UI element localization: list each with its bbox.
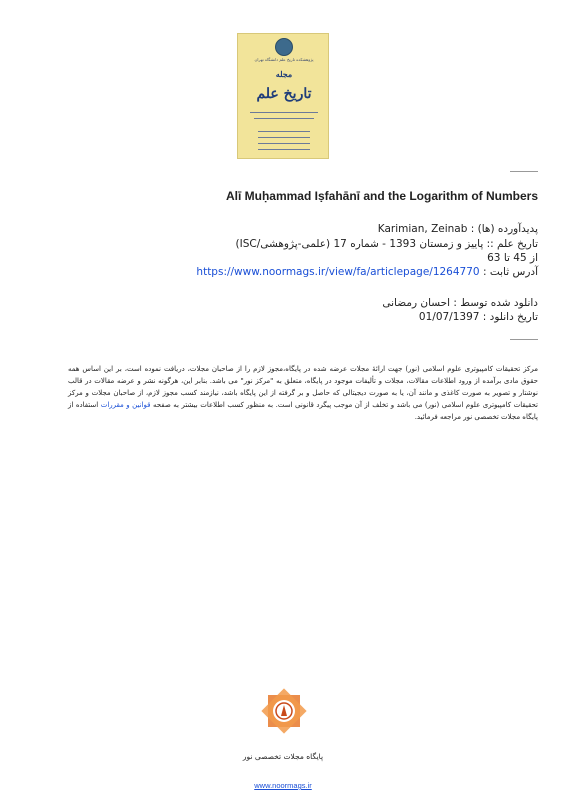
- site-name: پایگاه مجلات تخصصی نور: [242, 752, 324, 761]
- university-seal-icon: [275, 38, 293, 56]
- cover-publisher: پژوهشکده تاریخ علم دانشگاه تهران: [254, 57, 314, 62]
- downloaded-by-line: [382, 297, 538, 309]
- cover-divider: [258, 149, 310, 150]
- cover-divider: [258, 131, 310, 132]
- copyright-notice: [68, 363, 538, 423]
- notice-text-end: استفاده از پایگاه مجلات تخصصی نور مراجعه فرمائید.: [68, 401, 538, 421]
- notice-text: مرکز تحقیقات کامپیوتری علوم اسلامی (نور) جهت ارائهٔ مجلات عرضه شده در پایگاه،مجوز لازم را از صاحبان مجلات، دریافت نموده است، بر این اساس همه حقوق مادی برآمده از ورود اطلاعات مقالات، مجلات و تألیفات موجود در پایگاه، متعلق به "مرکز نور" می باشد. بنابر این، هرگونه نشر و عرضه مقالات در قالب نوشتار و تصویر به صورت کاغذی و مانند آن، یا به صورت دیجیتالی که حاصل و بر گرفته از این پایگاه باشد، نیازمند کسب مجوز لازم، از صاحبان مجلات و مرکز تحقیقات کامپیوتری علوم اسلامی (نور) می باشد و تخلف از آن موجب پیگرد قانونی است. به منظور کسب اطلاعات بیشتر به صفحه: [68, 365, 538, 409]
- source-value: تاریخ علم :: پاییز و زمستان 1393 - شماره 17 (علمی-پژوهشی/ISC): [235, 238, 538, 250]
- cover-magazine-prefix: مجله: [275, 69, 293, 79]
- authors-value: Karimian, Zeinab: [377, 223, 468, 235]
- divider: [510, 171, 538, 172]
- authors-line: [378, 223, 538, 235]
- article-title: Alī Muḥammad Iṣfahānī and the Logarithm of Numbers: [225, 189, 538, 203]
- address-line: [196, 266, 538, 278]
- address-label: آدرس ثابت :: [482, 266, 538, 278]
- cover-divider: [250, 112, 318, 113]
- download-date-line: [419, 311, 538, 323]
- download-date-label: تاریخ دانلود :: [482, 311, 538, 323]
- cover-divider: [258, 143, 310, 144]
- pages-line: از 45 تا 63: [487, 252, 538, 264]
- site-url-link[interactable]: www.noormags.ir: [254, 781, 312, 790]
- article-permalink[interactable]: https://www.noormags.ir/view/fa/articlepage/1264770: [196, 266, 480, 278]
- cover-magazine-title: تاریخ علم: [256, 86, 312, 102]
- downloaded-by-value: احسان رمضانی: [382, 297, 451, 309]
- cover-divider: [254, 118, 314, 119]
- rules-link[interactable]: قوانین و مقررات: [100, 401, 151, 409]
- download-date-value: 01/07/1397: [418, 311, 480, 323]
- downloaded-by-label: دانلود شده توسط :: [453, 297, 538, 309]
- cover-divider: [258, 137, 310, 138]
- noormags-logo-icon: [256, 683, 312, 739]
- authors-label: پدیدآورده (ها) :: [470, 223, 538, 235]
- journal-cover-image: [237, 33, 329, 159]
- divider: [510, 339, 538, 340]
- source-line: [236, 238, 539, 250]
